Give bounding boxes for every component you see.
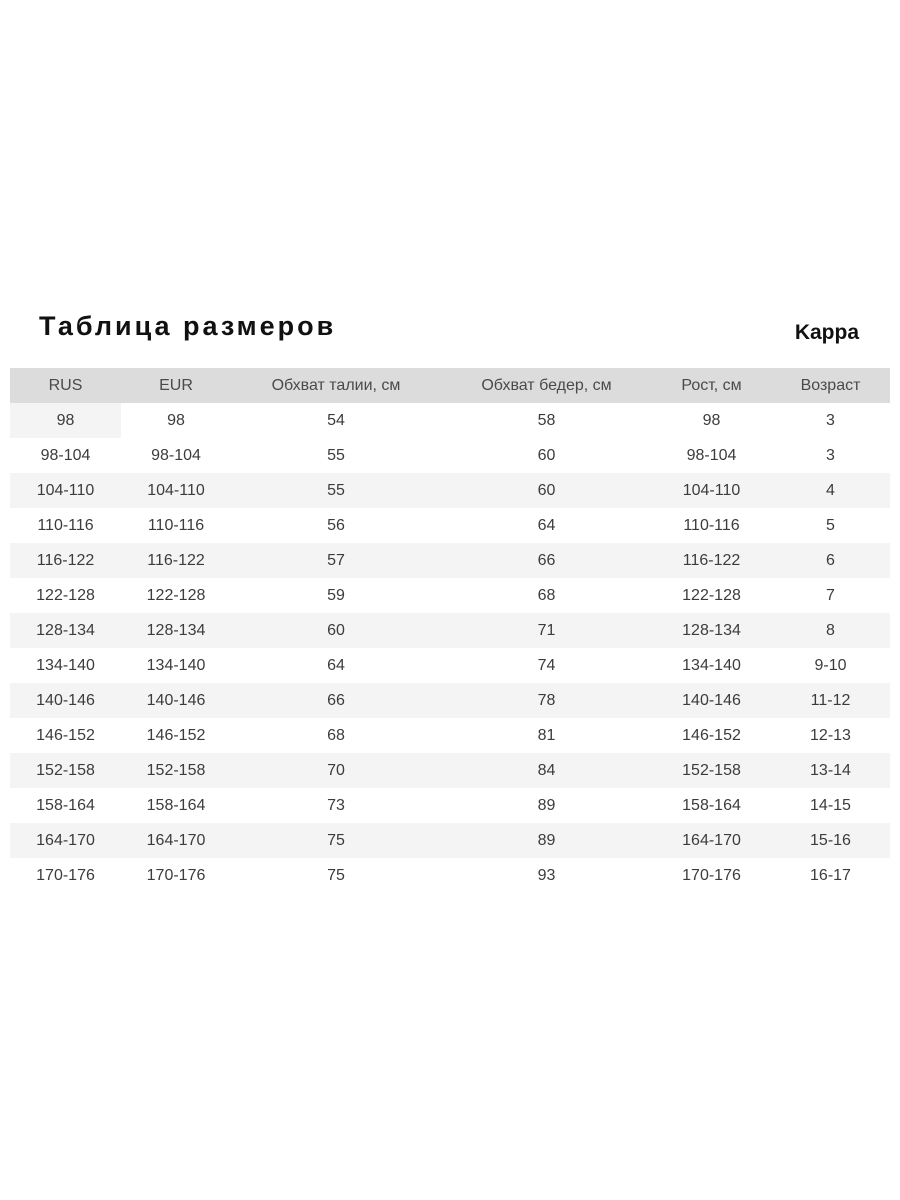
table-cell-rus: 122-128 <box>10 578 121 613</box>
table-cell-eur: 158-164 <box>121 788 231 823</box>
table-cell-eur: 170-176 <box>121 858 231 893</box>
table-cell-height: 98-104 <box>652 438 771 473</box>
table-cell-eur: 104-110 <box>121 473 231 508</box>
table-cell-eur: 110-116 <box>121 508 231 543</box>
table-cell-hips: 89 <box>441 823 652 858</box>
table-cell-eur: 140-146 <box>121 683 231 718</box>
table-cell-height: 158-164 <box>652 788 771 823</box>
table-cell-height: 146-152 <box>652 718 771 753</box>
table-header <box>10 368 890 403</box>
table-cell-age: 3 <box>771 403 890 438</box>
table-cell-waist: 56 <box>231 508 441 543</box>
table-cell-hips: 84 <box>441 753 652 788</box>
table-cell-rus: 98 <box>10 403 121 438</box>
table-cell-height: 170-176 <box>652 858 771 893</box>
table-cell-hips: 64 <box>441 508 652 543</box>
table-cell-rus: 158-164 <box>10 788 121 823</box>
table-cell-rus: 104-110 <box>10 473 121 508</box>
table-row <box>10 403 890 438</box>
table-cell-waist: 66 <box>231 683 441 718</box>
table-cell-waist: 60 <box>231 613 441 648</box>
table-cell-age: 16-17 <box>771 858 890 893</box>
table-cell-eur: 164-170 <box>121 823 231 858</box>
table-cell-eur: 152-158 <box>121 753 231 788</box>
table-row <box>10 508 890 543</box>
column-header-eur: EUR <box>121 368 231 403</box>
table-cell-height: 122-128 <box>652 578 771 613</box>
table-cell-height: 152-158 <box>652 753 771 788</box>
table-cell-rus: 116-122 <box>10 543 121 578</box>
table-cell-age: 4 <box>771 473 890 508</box>
table-cell-eur: 146-152 <box>121 718 231 753</box>
table-cell-hips: 60 <box>441 473 652 508</box>
table-cell-waist: 68 <box>231 718 441 753</box>
table-cell-waist: 75 <box>231 823 441 858</box>
table-cell-eur: 98-104 <box>121 438 231 473</box>
table-cell-hips: 78 <box>441 683 652 718</box>
table-cell-age: 11-12 <box>771 683 890 718</box>
table-row <box>10 473 890 508</box>
table-cell-rus: 146-152 <box>10 718 121 753</box>
table-cell-age: 7 <box>771 578 890 613</box>
table-cell-age: 12-13 <box>771 718 890 753</box>
table-cell-hips: 58 <box>441 403 652 438</box>
table-cell-height: 104-110 <box>652 473 771 508</box>
brand-name: Kappa <box>794 321 859 344</box>
table-cell-age: 8 <box>771 613 890 648</box>
table-cell-waist: 54 <box>231 403 441 438</box>
table-cell-hips: 60 <box>441 438 652 473</box>
table-cell-hips: 81 <box>441 718 652 753</box>
table-cell-height: 134-140 <box>652 648 771 683</box>
table-cell-hips: 74 <box>441 648 652 683</box>
table-cell-age: 9-10 <box>771 648 890 683</box>
table-cell-eur: 98 <box>121 403 231 438</box>
table-cell-waist: 57 <box>231 543 441 578</box>
column-header-hips: Обхват бедер, см <box>441 368 652 403</box>
table-row <box>10 648 890 683</box>
table-cell-rus: 110-116 <box>10 508 121 543</box>
table-row <box>10 753 890 788</box>
table-row <box>10 683 890 718</box>
table-body <box>10 403 890 893</box>
table-cell-rus: 128-134 <box>10 613 121 648</box>
table-row <box>10 613 890 648</box>
table-cell-eur: 116-122 <box>121 543 231 578</box>
table-cell-age: 3 <box>771 438 890 473</box>
column-header-age: Возраст <box>771 368 890 403</box>
table-cell-rus: 170-176 <box>10 858 121 893</box>
page-title: Таблица размеров <box>39 311 337 341</box>
table-cell-waist: 73 <box>231 788 441 823</box>
table-row <box>10 788 890 823</box>
table-cell-waist: 75 <box>231 858 441 893</box>
table-row <box>10 438 890 473</box>
table-cell-waist: 55 <box>231 473 441 508</box>
table-row <box>10 823 890 858</box>
table-cell-rus: 140-146 <box>10 683 121 718</box>
table-row <box>10 718 890 753</box>
table-row <box>10 858 890 893</box>
table-cell-age: 15-16 <box>771 823 890 858</box>
table-cell-age: 5 <box>771 508 890 543</box>
table-cell-rus: 164-170 <box>10 823 121 858</box>
column-header-waist: Обхват талии, см <box>231 368 441 403</box>
table-cell-height: 128-134 <box>652 613 771 648</box>
table-cell-rus: 134-140 <box>10 648 121 683</box>
table-cell-waist: 55 <box>231 438 441 473</box>
table-cell-rus: 98-104 <box>10 438 121 473</box>
column-header-rus: RUS <box>10 368 121 403</box>
table-cell-age: 6 <box>771 543 890 578</box>
table-cell-waist: 70 <box>231 753 441 788</box>
column-header-height: Рост, см <box>652 368 771 403</box>
table-row <box>10 578 890 613</box>
table-cell-age: 14-15 <box>771 788 890 823</box>
table-cell-rus: 152-158 <box>10 753 121 788</box>
table-cell-height: 98 <box>652 403 771 438</box>
size-table <box>10 368 890 893</box>
table-row <box>10 543 890 578</box>
table-cell-hips: 66 <box>441 543 652 578</box>
table-cell-height: 164-170 <box>652 823 771 858</box>
table-cell-height: 116-122 <box>652 543 771 578</box>
table-cell-height: 140-146 <box>652 683 771 718</box>
table-cell-eur: 122-128 <box>121 578 231 613</box>
table-cell-height: 110-116 <box>652 508 771 543</box>
table-cell-age: 13-14 <box>771 753 890 788</box>
header-row <box>10 368 890 403</box>
table-cell-eur: 128-134 <box>121 613 231 648</box>
table-cell-waist: 59 <box>231 578 441 613</box>
table-cell-hips: 71 <box>441 613 652 648</box>
table-cell-eur: 134-140 <box>121 648 231 683</box>
table-cell-hips: 68 <box>441 578 652 613</box>
table-cell-waist: 64 <box>231 648 441 683</box>
table-cell-hips: 89 <box>441 788 652 823</box>
table-cell-hips: 93 <box>441 858 652 893</box>
